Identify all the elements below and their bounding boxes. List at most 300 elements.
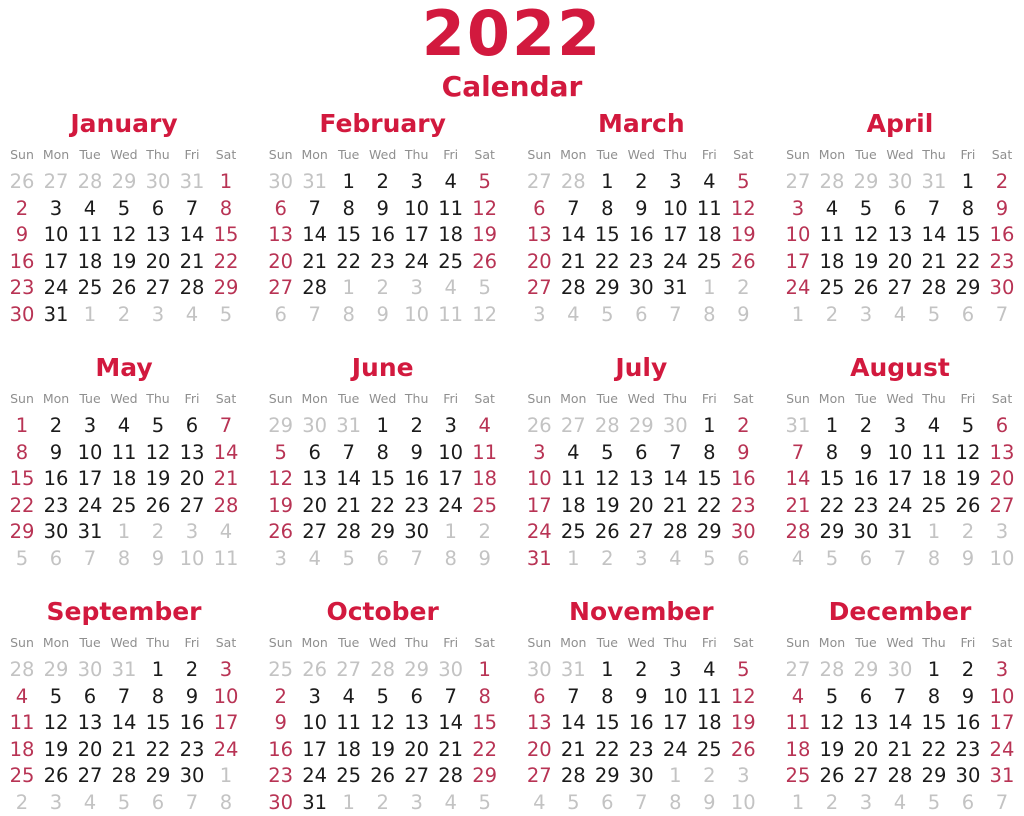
adjacent-month-day: 3 bbox=[39, 790, 73, 816]
adjacent-month-day: 8 bbox=[658, 790, 692, 816]
day-cell: 28 bbox=[107, 763, 141, 790]
adjacent-month-day: 27 bbox=[332, 657, 366, 684]
day-cell: 23 bbox=[726, 493, 760, 520]
day-cell: 14 bbox=[658, 466, 692, 493]
month-days-grid bbox=[264, 144, 502, 328]
day-of-week-header: Mon bbox=[556, 632, 590, 657]
day-cell: 21 bbox=[209, 466, 243, 493]
day-cell: 14 bbox=[175, 222, 209, 249]
day-of-week-header: Fri bbox=[692, 144, 726, 169]
adjacent-month-day: 4 bbox=[73, 790, 107, 816]
day-cell: 21 bbox=[781, 493, 815, 520]
day-cell: 29 bbox=[468, 763, 502, 790]
adjacent-month-day: 7 bbox=[298, 302, 332, 329]
day-cell: 30 bbox=[849, 519, 883, 546]
day-cell: 12 bbox=[107, 222, 141, 249]
day-cell: 20 bbox=[298, 493, 332, 520]
day-of-week-header: Thu bbox=[917, 388, 951, 413]
day-cell: 17 bbox=[400, 222, 434, 249]
day-cell: 5 bbox=[726, 657, 760, 684]
day-cell: 20 bbox=[849, 737, 883, 764]
adjacent-month-day: 7 bbox=[985, 790, 1019, 816]
day-cell: 4 bbox=[692, 169, 726, 196]
day-cell: 18 bbox=[468, 466, 502, 493]
day-cell: 23 bbox=[39, 493, 73, 520]
day-cell: 26 bbox=[468, 249, 502, 276]
day-cell: 6 bbox=[985, 413, 1019, 440]
adjacent-month-day: 29 bbox=[849, 657, 883, 684]
day-cell: 14 bbox=[781, 466, 815, 493]
day-cell: 23 bbox=[400, 493, 434, 520]
day-cell: 18 bbox=[332, 737, 366, 764]
day-cell: 7 bbox=[434, 684, 468, 711]
day-of-week-header: Sun bbox=[522, 388, 556, 413]
adjacent-month-day: 29 bbox=[624, 413, 658, 440]
day-of-week-header: Sun bbox=[264, 632, 298, 657]
month-title: September bbox=[5, 597, 243, 627]
day-of-week-header: Mon bbox=[298, 388, 332, 413]
day-cell: 21 bbox=[107, 737, 141, 764]
day-cell: 10 bbox=[73, 440, 107, 467]
day-of-week-header: Fri bbox=[951, 388, 985, 413]
day-cell: 18 bbox=[73, 249, 107, 276]
day-cell: 19 bbox=[107, 249, 141, 276]
day-cell: 14 bbox=[209, 440, 243, 467]
adjacent-month-day: 3 bbox=[849, 790, 883, 816]
day-cell: 25 bbox=[917, 493, 951, 520]
adjacent-month-day: 10 bbox=[175, 546, 209, 573]
adjacent-month-day: 1 bbox=[209, 763, 243, 790]
day-cell: 7 bbox=[107, 684, 141, 711]
adjacent-month-day: 3 bbox=[264, 546, 298, 573]
day-of-week-header: Mon bbox=[39, 388, 73, 413]
day-cell: 13 bbox=[141, 222, 175, 249]
day-cell: 10 bbox=[658, 196, 692, 223]
adjacent-month-day: 30 bbox=[883, 169, 917, 196]
day-cell: 13 bbox=[985, 440, 1019, 467]
day-cell: 10 bbox=[39, 222, 73, 249]
day-cell: 29 bbox=[590, 275, 624, 302]
day-of-week-header: Tue bbox=[849, 388, 883, 413]
adjacent-month-day: 27 bbox=[781, 169, 815, 196]
day-cell: 17 bbox=[658, 222, 692, 249]
day-cell: 23 bbox=[366, 249, 400, 276]
adjacent-month-day: 5 bbox=[590, 302, 624, 329]
day-cell: 13 bbox=[522, 222, 556, 249]
day-cell: 20 bbox=[522, 249, 556, 276]
day-cell: 17 bbox=[522, 493, 556, 520]
day-cell: 4 bbox=[556, 440, 590, 467]
day-cell: 20 bbox=[985, 466, 1019, 493]
adjacent-month-day: 5 bbox=[468, 275, 502, 302]
day-of-week-header: Tue bbox=[590, 144, 624, 169]
day-of-week-header: Fri bbox=[951, 632, 985, 657]
adjacent-month-day: 31 bbox=[298, 169, 332, 196]
day-cell: 26 bbox=[366, 763, 400, 790]
day-cell: 22 bbox=[366, 493, 400, 520]
day-cell: 10 bbox=[298, 710, 332, 737]
adjacent-month-day: 9 bbox=[726, 302, 760, 329]
day-of-week-header: Mon bbox=[39, 144, 73, 169]
adjacent-month-day: 29 bbox=[264, 413, 298, 440]
day-of-week-header: Wed bbox=[624, 388, 658, 413]
day-cell: 11 bbox=[434, 196, 468, 223]
adjacent-month-day: 1 bbox=[434, 519, 468, 546]
day-cell: 2 bbox=[726, 413, 760, 440]
day-cell: 28 bbox=[781, 519, 815, 546]
adjacent-month-day: 5 bbox=[468, 790, 502, 816]
day-cell: 16 bbox=[400, 466, 434, 493]
day-cell: 6 bbox=[883, 196, 917, 223]
month-title: July bbox=[522, 353, 760, 383]
day-cell: 2 bbox=[985, 169, 1019, 196]
month-december bbox=[781, 597, 1019, 816]
month-title: January bbox=[5, 109, 243, 139]
day-cell: 29 bbox=[5, 519, 39, 546]
adjacent-month-day: 5 bbox=[556, 790, 590, 816]
adjacent-month-day: 3 bbox=[141, 302, 175, 329]
day-cell: 15 bbox=[5, 466, 39, 493]
day-of-week-header: Thu bbox=[400, 388, 434, 413]
day-cell: 21 bbox=[298, 249, 332, 276]
adjacent-month-day: 5 bbox=[917, 790, 951, 816]
month-november bbox=[522, 597, 760, 816]
day-of-week-header: Mon bbox=[815, 632, 849, 657]
adjacent-month-day: 2 bbox=[141, 519, 175, 546]
month-july bbox=[522, 353, 760, 572]
day-of-week-header: Sun bbox=[264, 144, 298, 169]
adjacent-month-day: 5 bbox=[692, 546, 726, 573]
day-of-week-header: Wed bbox=[107, 388, 141, 413]
day-cell: 6 bbox=[400, 684, 434, 711]
month-days-grid bbox=[522, 388, 760, 572]
day-cell: 19 bbox=[468, 222, 502, 249]
adjacent-month-day: 5 bbox=[917, 302, 951, 329]
day-cell: 9 bbox=[264, 710, 298, 737]
day-cell: 13 bbox=[400, 710, 434, 737]
day-cell: 31 bbox=[985, 763, 1019, 790]
month-april bbox=[781, 109, 1019, 328]
month-september bbox=[5, 597, 243, 816]
day-cell: 5 bbox=[468, 169, 502, 196]
day-cell: 12 bbox=[468, 196, 502, 223]
day-cell: 25 bbox=[332, 763, 366, 790]
day-cell: 26 bbox=[849, 275, 883, 302]
adjacent-month-day: 4 bbox=[883, 790, 917, 816]
day-cell: 3 bbox=[658, 169, 692, 196]
day-cell: 7 bbox=[175, 196, 209, 223]
day-cell: 9 bbox=[951, 684, 985, 711]
adjacent-month-day: 4 bbox=[522, 790, 556, 816]
adjacent-month-day: 7 bbox=[985, 302, 1019, 329]
day-cell: 1 bbox=[332, 169, 366, 196]
day-cell: 17 bbox=[658, 710, 692, 737]
adjacent-month-day: 30 bbox=[264, 169, 298, 196]
day-of-week-header: Tue bbox=[849, 144, 883, 169]
day-cell: 28 bbox=[434, 763, 468, 790]
day-cell: 3 bbox=[400, 169, 434, 196]
adjacent-month-day: 28 bbox=[556, 169, 590, 196]
adjacent-month-day: 28 bbox=[366, 657, 400, 684]
day-cell: 25 bbox=[468, 493, 502, 520]
day-cell: 20 bbox=[883, 249, 917, 276]
day-cell: 2 bbox=[400, 413, 434, 440]
day-cell: 9 bbox=[726, 440, 760, 467]
day-of-week-header: Wed bbox=[366, 632, 400, 657]
day-cell: 16 bbox=[264, 737, 298, 764]
day-cell: 8 bbox=[951, 196, 985, 223]
day-cell: 22 bbox=[141, 737, 175, 764]
day-of-week-header: Sat bbox=[209, 388, 243, 413]
adjacent-month-day: 3 bbox=[726, 763, 760, 790]
day-cell: 27 bbox=[175, 493, 209, 520]
adjacent-month-day: 28 bbox=[5, 657, 39, 684]
day-of-week-header: Sat bbox=[985, 144, 1019, 169]
day-cell: 13 bbox=[522, 710, 556, 737]
adjacent-month-day: 8 bbox=[107, 546, 141, 573]
day-cell: 27 bbox=[264, 275, 298, 302]
day-cell: 16 bbox=[849, 466, 883, 493]
adjacent-month-day: 1 bbox=[107, 519, 141, 546]
day-of-week-header: Sun bbox=[522, 144, 556, 169]
day-cell: 30 bbox=[175, 763, 209, 790]
day-of-week-header: Tue bbox=[332, 632, 366, 657]
day-of-week-header: Fri bbox=[434, 388, 468, 413]
month-title: June bbox=[264, 353, 502, 383]
day-cell: 20 bbox=[522, 737, 556, 764]
day-cell: 8 bbox=[366, 440, 400, 467]
adjacent-month-day: 29 bbox=[39, 657, 73, 684]
day-cell: 10 bbox=[400, 196, 434, 223]
day-cell: 6 bbox=[264, 196, 298, 223]
month-days-grid bbox=[264, 388, 502, 572]
day-cell: 5 bbox=[726, 169, 760, 196]
adjacent-month-day: 11 bbox=[434, 302, 468, 329]
day-cell: 31 bbox=[883, 519, 917, 546]
day-cell: 13 bbox=[624, 466, 658, 493]
day-of-week-header: Tue bbox=[849, 632, 883, 657]
day-cell: 13 bbox=[264, 222, 298, 249]
day-cell: 3 bbox=[658, 657, 692, 684]
day-cell: 20 bbox=[175, 466, 209, 493]
day-cell: 27 bbox=[141, 275, 175, 302]
adjacent-month-day: 1 bbox=[917, 519, 951, 546]
day-cell: 15 bbox=[468, 710, 502, 737]
adjacent-month-day: 10 bbox=[985, 546, 1019, 573]
adjacent-month-day: 30 bbox=[141, 169, 175, 196]
day-cell: 9 bbox=[400, 440, 434, 467]
day-cell: 17 bbox=[985, 710, 1019, 737]
month-days-grid bbox=[522, 632, 760, 816]
day-of-week-header: Fri bbox=[175, 388, 209, 413]
day-cell: 12 bbox=[39, 710, 73, 737]
day-cell: 24 bbox=[658, 249, 692, 276]
day-cell: 5 bbox=[849, 196, 883, 223]
day-cell: 25 bbox=[107, 493, 141, 520]
day-of-week-header: Thu bbox=[658, 632, 692, 657]
day-cell: 15 bbox=[141, 710, 175, 737]
day-cell: 22 bbox=[468, 737, 502, 764]
day-of-week-header: Wed bbox=[883, 388, 917, 413]
adjacent-month-day: 9 bbox=[366, 302, 400, 329]
day-cell: 8 bbox=[5, 440, 39, 467]
day-cell: 24 bbox=[39, 275, 73, 302]
day-cell: 21 bbox=[658, 493, 692, 520]
day-cell: 15 bbox=[366, 466, 400, 493]
day-cell: 11 bbox=[73, 222, 107, 249]
adjacent-month-day: 27 bbox=[522, 169, 556, 196]
day-cell: 25 bbox=[692, 249, 726, 276]
adjacent-month-day: 4 bbox=[556, 302, 590, 329]
adjacent-month-day: 28 bbox=[590, 413, 624, 440]
day-cell: 17 bbox=[73, 466, 107, 493]
day-of-week-header: Tue bbox=[590, 388, 624, 413]
day-of-week-header: Sat bbox=[468, 144, 502, 169]
day-cell: 12 bbox=[726, 196, 760, 223]
day-cell: 25 bbox=[434, 249, 468, 276]
day-cell: 25 bbox=[692, 737, 726, 764]
day-cell: 7 bbox=[209, 413, 243, 440]
day-cell: 29 bbox=[141, 763, 175, 790]
day-cell: 27 bbox=[400, 763, 434, 790]
day-of-week-header: Wed bbox=[107, 144, 141, 169]
adjacent-month-day: 2 bbox=[815, 302, 849, 329]
adjacent-month-day: 1 bbox=[332, 275, 366, 302]
adjacent-month-day: 29 bbox=[400, 657, 434, 684]
adjacent-month-day: 1 bbox=[658, 763, 692, 790]
day-cell: 17 bbox=[298, 737, 332, 764]
day-cell: 11 bbox=[332, 710, 366, 737]
day-of-week-header: Sun bbox=[781, 388, 815, 413]
day-cell: 7 bbox=[658, 440, 692, 467]
day-cell: 9 bbox=[849, 440, 883, 467]
day-cell: 24 bbox=[883, 493, 917, 520]
adjacent-month-day: 6 bbox=[39, 546, 73, 573]
page-subtitle: Calendar bbox=[0, 73, 1024, 101]
day-cell: 29 bbox=[815, 519, 849, 546]
day-cell: 4 bbox=[73, 196, 107, 223]
day-cell: 26 bbox=[141, 493, 175, 520]
adjacent-month-day: 6 bbox=[951, 790, 985, 816]
day-of-week-header: Sun bbox=[522, 632, 556, 657]
day-cell: 6 bbox=[849, 684, 883, 711]
day-of-week-header: Sat bbox=[726, 388, 760, 413]
day-cell: 13 bbox=[883, 222, 917, 249]
day-cell: 4 bbox=[5, 684, 39, 711]
day-cell: 3 bbox=[522, 440, 556, 467]
day-cell: 20 bbox=[73, 737, 107, 764]
day-of-week-header: Tue bbox=[73, 632, 107, 657]
adjacent-month-day: 7 bbox=[658, 302, 692, 329]
adjacent-month-day: 2 bbox=[692, 763, 726, 790]
day-cell: 2 bbox=[5, 196, 39, 223]
day-cell: 19 bbox=[726, 710, 760, 737]
day-cell: 1 bbox=[590, 657, 624, 684]
day-of-week-header: Sun bbox=[5, 144, 39, 169]
day-cell: 19 bbox=[590, 493, 624, 520]
day-cell: 24 bbox=[658, 737, 692, 764]
day-of-week-header: Sun bbox=[264, 388, 298, 413]
day-cell: 19 bbox=[951, 466, 985, 493]
day-cell: 16 bbox=[39, 466, 73, 493]
month-january bbox=[5, 109, 243, 328]
day-cell: 1 bbox=[5, 413, 39, 440]
day-cell: 6 bbox=[175, 413, 209, 440]
day-cell: 25 bbox=[781, 763, 815, 790]
day-cell: 7 bbox=[556, 196, 590, 223]
day-cell: 14 bbox=[298, 222, 332, 249]
day-cell: 10 bbox=[434, 440, 468, 467]
day-of-week-header: Mon bbox=[298, 144, 332, 169]
day-of-week-header: Wed bbox=[107, 632, 141, 657]
day-cell: 6 bbox=[73, 684, 107, 711]
adjacent-month-day: 6 bbox=[590, 790, 624, 816]
month-october bbox=[264, 597, 502, 816]
month-may bbox=[5, 353, 243, 572]
day-cell: 9 bbox=[985, 196, 1019, 223]
day-cell: 27 bbox=[883, 275, 917, 302]
day-cell: 25 bbox=[556, 519, 590, 546]
day-cell: 26 bbox=[590, 519, 624, 546]
adjacent-month-day: 29 bbox=[849, 169, 883, 196]
day-cell: 7 bbox=[298, 196, 332, 223]
day-cell: 26 bbox=[815, 763, 849, 790]
day-of-week-header: Tue bbox=[73, 388, 107, 413]
day-cell: 30 bbox=[726, 519, 760, 546]
day-cell: 13 bbox=[175, 440, 209, 467]
day-cell: 9 bbox=[366, 196, 400, 223]
day-cell: 22 bbox=[5, 493, 39, 520]
day-cell: 19 bbox=[264, 493, 298, 520]
day-of-week-header: Fri bbox=[175, 632, 209, 657]
adjacent-month-day: 30 bbox=[658, 413, 692, 440]
day-cell: 30 bbox=[264, 790, 298, 816]
adjacent-month-day: 27 bbox=[556, 413, 590, 440]
day-cell: 2 bbox=[849, 413, 883, 440]
day-cell: 14 bbox=[107, 710, 141, 737]
day-cell: 12 bbox=[366, 710, 400, 737]
day-cell: 16 bbox=[624, 222, 658, 249]
adjacent-month-day: 9 bbox=[141, 546, 175, 573]
day-cell: 22 bbox=[332, 249, 366, 276]
adjacent-month-day: 3 bbox=[522, 302, 556, 329]
day-cell: 1 bbox=[692, 413, 726, 440]
day-cell: 27 bbox=[624, 519, 658, 546]
month-title: August bbox=[781, 353, 1019, 383]
month-title: February bbox=[264, 109, 502, 139]
day-cell: 1 bbox=[468, 657, 502, 684]
day-cell: 27 bbox=[985, 493, 1019, 520]
day-of-week-header: Tue bbox=[73, 144, 107, 169]
day-cell: 4 bbox=[434, 169, 468, 196]
day-cell: 2 bbox=[366, 169, 400, 196]
day-cell: 27 bbox=[522, 275, 556, 302]
adjacent-month-day: 3 bbox=[985, 519, 1019, 546]
adjacent-month-day: 27 bbox=[781, 657, 815, 684]
adjacent-month-day: 10 bbox=[400, 302, 434, 329]
day-cell: 5 bbox=[141, 413, 175, 440]
day-cell: 15 bbox=[590, 222, 624, 249]
day-cell: 23 bbox=[849, 493, 883, 520]
day-cell: 3 bbox=[298, 684, 332, 711]
day-cell: 1 bbox=[815, 413, 849, 440]
day-cell: 5 bbox=[366, 684, 400, 711]
day-cell: 24 bbox=[298, 763, 332, 790]
page-title: 2022 bbox=[0, 0, 1024, 65]
day-cell: 17 bbox=[209, 710, 243, 737]
day-cell: 9 bbox=[5, 222, 39, 249]
day-cell: 17 bbox=[883, 466, 917, 493]
